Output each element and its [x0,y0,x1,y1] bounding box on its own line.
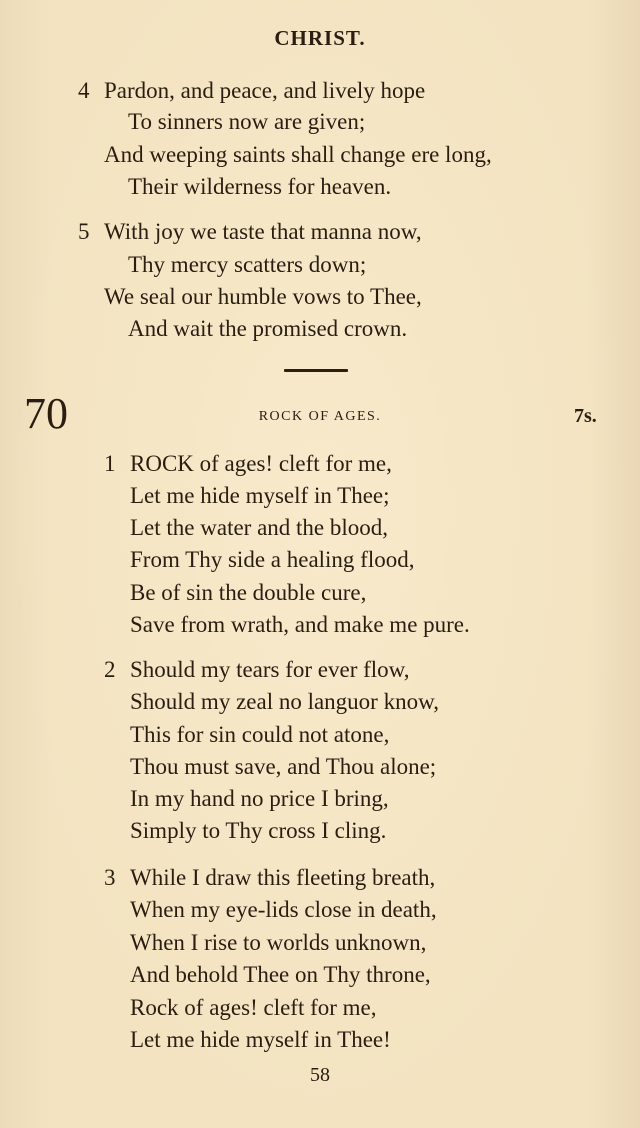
verse-line: In my hand no price I bring, [130,786,389,811]
verse-line: From Thy side a healing flood, [130,547,415,572]
verse-line: Rock of ages! cleft for me, [130,995,377,1020]
verse-line: And wait the promised crown. [128,316,408,341]
verse-line: When I rise to worlds unknown, [130,930,427,955]
verse-line: Let the water and the blood, [130,515,389,540]
verse-line: Save from wrath, and make me pure. [130,612,470,637]
verse-line: And weeping saints shall change ere long, [104,142,492,167]
verse-line: And behold Thee on Thy throne, [130,962,431,987]
hymn-meter: 7s. [574,405,597,427]
verse-line: Let me hide myself in Thee! [130,1027,391,1052]
verse-line: Simply to Thy cross I cling. [130,818,387,843]
verse-line: Let me hide myself in Thee; [130,483,390,508]
stanza-number: 3 [104,865,116,890]
verse-line: Pardon, and peace, and lively hope [104,78,426,103]
stanza-number: 5 [78,219,90,244]
verse-line: Should my tears for ever flow, [130,657,410,682]
verse-line: Thou must save, and Thou alone; [130,754,437,779]
stanza-number: 1 [104,451,116,476]
hymn-number: 70 [24,389,68,438]
verse-line: Should my zeal no languor know, [130,689,439,714]
verse-line: To sinners now are given; [128,109,366,134]
verse-line: ROCK of ages! cleft for me, [130,451,392,476]
verse-line: We seal our humble vows to Thee, [104,284,422,309]
hymn-title: ROCK OF AGES. [258,409,382,424]
verse-line: Thy mercy scatters down; [128,252,367,277]
verse-line: This for sin could not atone, [130,722,390,747]
verse-line: With joy we taste that manna now, [104,219,422,244]
verse-line: Be of sin the double cure, [130,580,367,605]
running-head: CHRIST. [274,26,366,50]
verse-line: Their wilderness for heaven. [128,174,392,199]
section-divider [284,369,348,372]
stanza-number: 4 [78,78,90,103]
verse-line: While I draw this fleeting breath, [130,865,436,890]
verse-line: When my eye-lids close in death, [130,897,437,922]
stanza-number: 2 [104,657,116,682]
page-number: 58 [310,1064,330,1086]
